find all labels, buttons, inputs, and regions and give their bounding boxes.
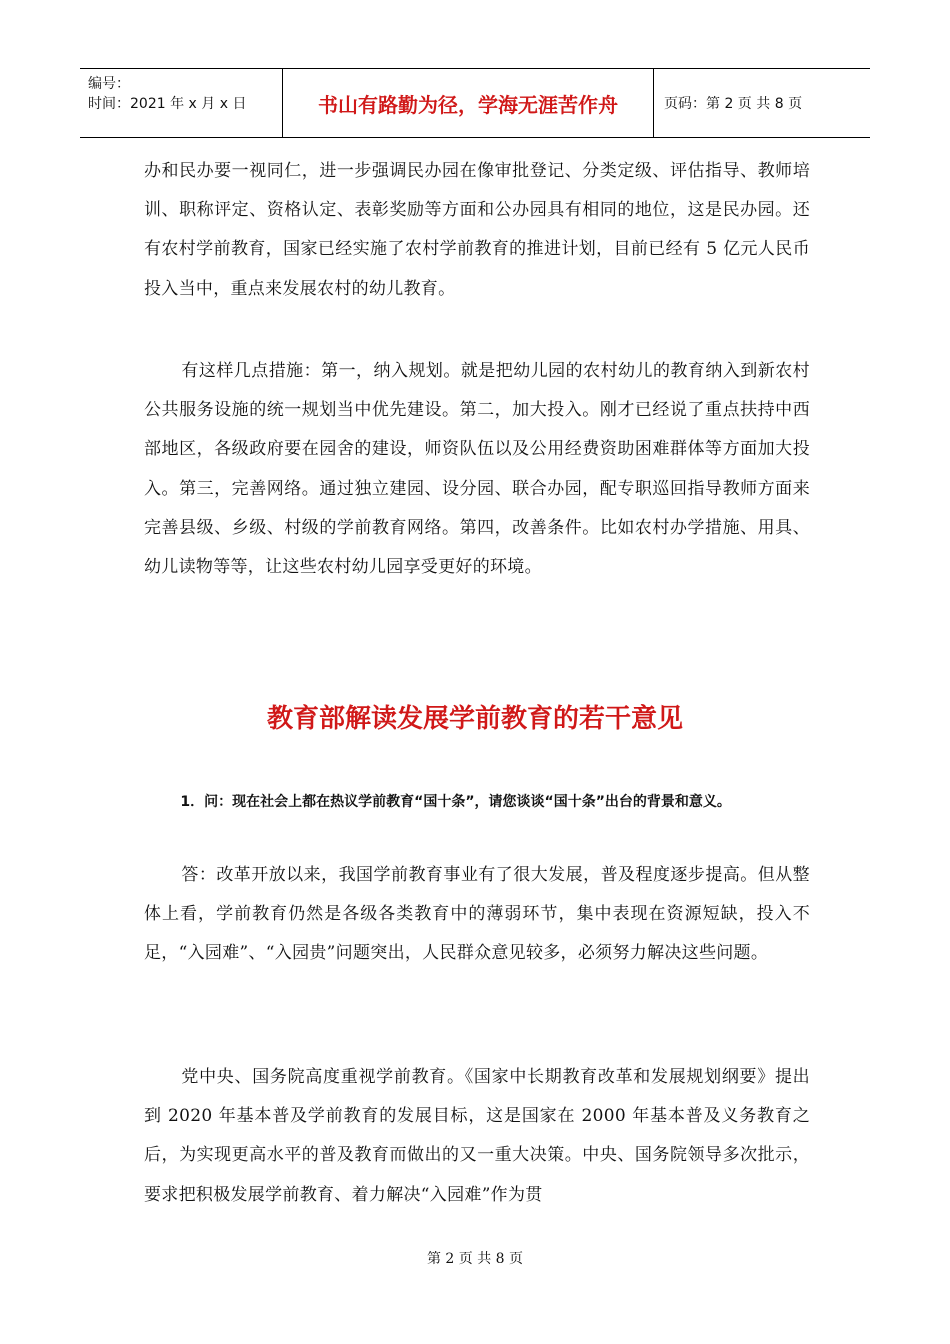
- answer-paragraph-2: 党中央、国务院高度重视学前教育。《国家中长期教育改革和发展规划纲要》提出到 2020 年基本普及学前教育的发展目标，这是国家在 2000 年基本普及义务教育之后，为实现更高水平的普及教育而做出的又一重大决策。中央、国务院领导多次批示，要求把积极发展学前教育、着力解决“入园难”作为贯: [144, 1067, 810, 1205]
- paragraph-2: 有这样几点措施：第一，纳入规划。就是把幼儿园的农村幼儿的教育纳入到新农村公共服务设施的统一规划当中优先建设。第二，加大投入。刚才已经说了重点扶持中西部地区，各级政府要在园舍的建设，师资队伍以及公用经费资助困难群体等方面加大投入。第三，完善网络。通过独立建园、设分园、联合办园，配专职巡回指导教师方面来完善县级、乡级、村级的学前教育网络。第四，改善条件。比如农村办学措施、用具、幼儿读物等等，让这些农村幼儿园享受更好的环境。: [144, 361, 810, 578]
- header-number-label: 编号：: [88, 76, 130, 92]
- question-1: 1．问：现在社会上都在热议学前教育“国十条”，请您谈谈“国十条”出台的背景和意义。: [180, 794, 731, 810]
- paragraph-1: 办和民办要一视同仁，进一步强调民办园在像审批登记、分类定级、评估指导、教师培训、职称评定、资格认定、表彰奖励等方面和公办园具有相同的地位，这是民办园。还有农村学前教育，国家已经实施了农村学前教育的推进计划，目前已经有 5 亿元人民币投入当中，重点来发展农村的幼儿教育。: [144, 161, 810, 299]
- header-time-label: 时间：2021 年 x 月 x 日: [88, 96, 247, 112]
- header-page-info: 页码：第 2 页 共 8 页: [664, 96, 803, 112]
- header-meta: [80, 69, 283, 137]
- section-title: 教育部解读发展学前教育的若干意见: [266, 704, 683, 734]
- answer-paragraph-1: 答：改革开放以来，我国学前教育事业有了很大发展，普及程度逐步提高。但从整体上看，学前教育仍然是各级各类教育中的薄弱环节，集中表现在资源短缺，投入不足，“入园难”、“入园贵”问题突出，人民群众意见较多，必须努力解决这些问题。: [144, 865, 810, 964]
- page-header: [80, 68, 870, 138]
- header-motto: 书山有路勤为径，学海无涯苦作舟: [283, 69, 654, 137]
- page-footer: 第 2 页 共 8 页: [426, 1251, 524, 1267]
